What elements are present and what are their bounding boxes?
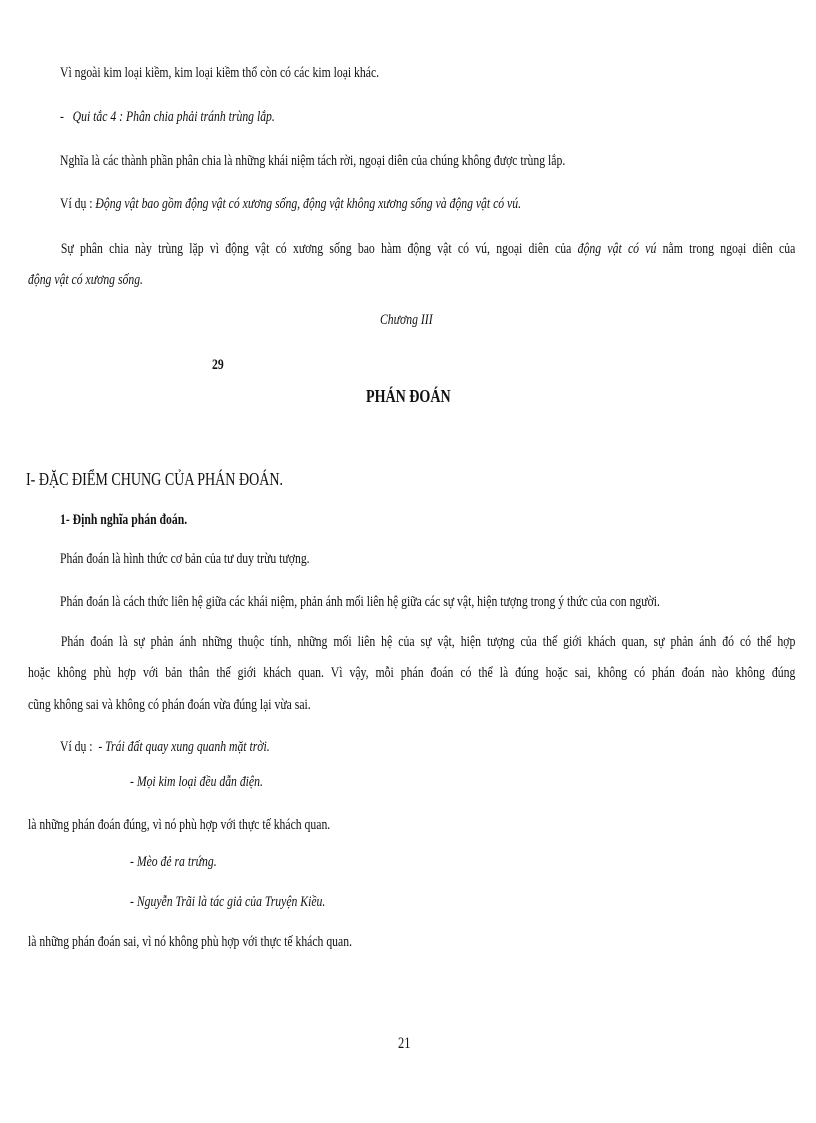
paragraph-line: Vì ngoài kim loại kiềm, kim loại kiềm thổ còn có các kim loại khác.	[60, 65, 380, 81]
definition-3-line-1: Phán đoán là sự phản ánh những thuộc tính, những mối liên hệ của sự vật, hiện tượng của thế giới khách quan, sự phản ánh đó có thể hợp	[60, 634, 796, 650]
chapter-number: 29	[212, 357, 224, 373]
example-2-item-2: - Mọi kim loại đều dẫn điện.	[130, 774, 263, 790]
chapter-label: Chương III	[380, 312, 433, 328]
rule-4-heading: - Qui tắc 4 : Phân chia phải tránh trùng lắp.	[60, 109, 275, 125]
example-3-item-2: - Nguyễn Trãi là tác giả của Truyện Kiều.	[130, 894, 326, 910]
example-2-item-1: Ví dụ : - Trái đất quay xung quanh mặt trời.	[60, 739, 270, 755]
example-3-item-1: - Mèo đẻ ra trứng.	[130, 854, 217, 870]
example-2-conclusion: là những phán đoán đúng, vì nó phù hợp với thực tế khách quan.	[28, 817, 331, 833]
subsection-1-title: 1- Định nghĩa phán đoán.	[60, 512, 188, 528]
definition-1: Phán đoán là hình thức cơ bản của tư duy trừu tượng.	[60, 551, 310, 567]
definition-2: Phán đoán là cách thức liên hệ giữa các khái niệm, phản ánh mối liên hệ giữa các sự vật, hiện tượng trong ý thức của con người.	[60, 594, 660, 610]
example-3-conclusion: là những phán đoán sai, vì nó không phù hợp với thực tế khách quan.	[28, 934, 353, 950]
rule-4-explanation: Nghĩa là các thành phần phân chia là những khái niệm tách rời, ngoại diên của chúng không được trùng lắp.	[60, 153, 566, 169]
chapter-title: PHÁN ĐOÁN	[366, 386, 451, 406]
example-1: Ví dụ : Động vật bao gồm động vật có xương sống, động vật không xương sống và động vật có vú.	[60, 196, 522, 212]
page-number: 21	[398, 1035, 411, 1052]
overlap-paragraph-line-1: Sự phân chia này trùng lặp vì động vật có xương sống bao hàm động vật có vú, ngoại diên của động vật có vú nằm trong ngoại diên của	[60, 241, 796, 257]
definition-3-line-2: hoặc không phù hợp với bản thân thế giới khách quan. Vì vậy, mỗi phán đoán có thể là đúng hoặc sai, không có phán đoán nào không đúng	[28, 665, 796, 681]
definition-3-line-3: cũng không sai và không có phán đoán vừa đúng lại vừa sai.	[28, 697, 311, 713]
section-1-title: I- ĐẶC ĐIỂM CHUNG CỦA PHÁN ĐOÁN.	[26, 469, 284, 489]
overlap-paragraph-line-2: động vật có xương sống.	[28, 272, 143, 288]
